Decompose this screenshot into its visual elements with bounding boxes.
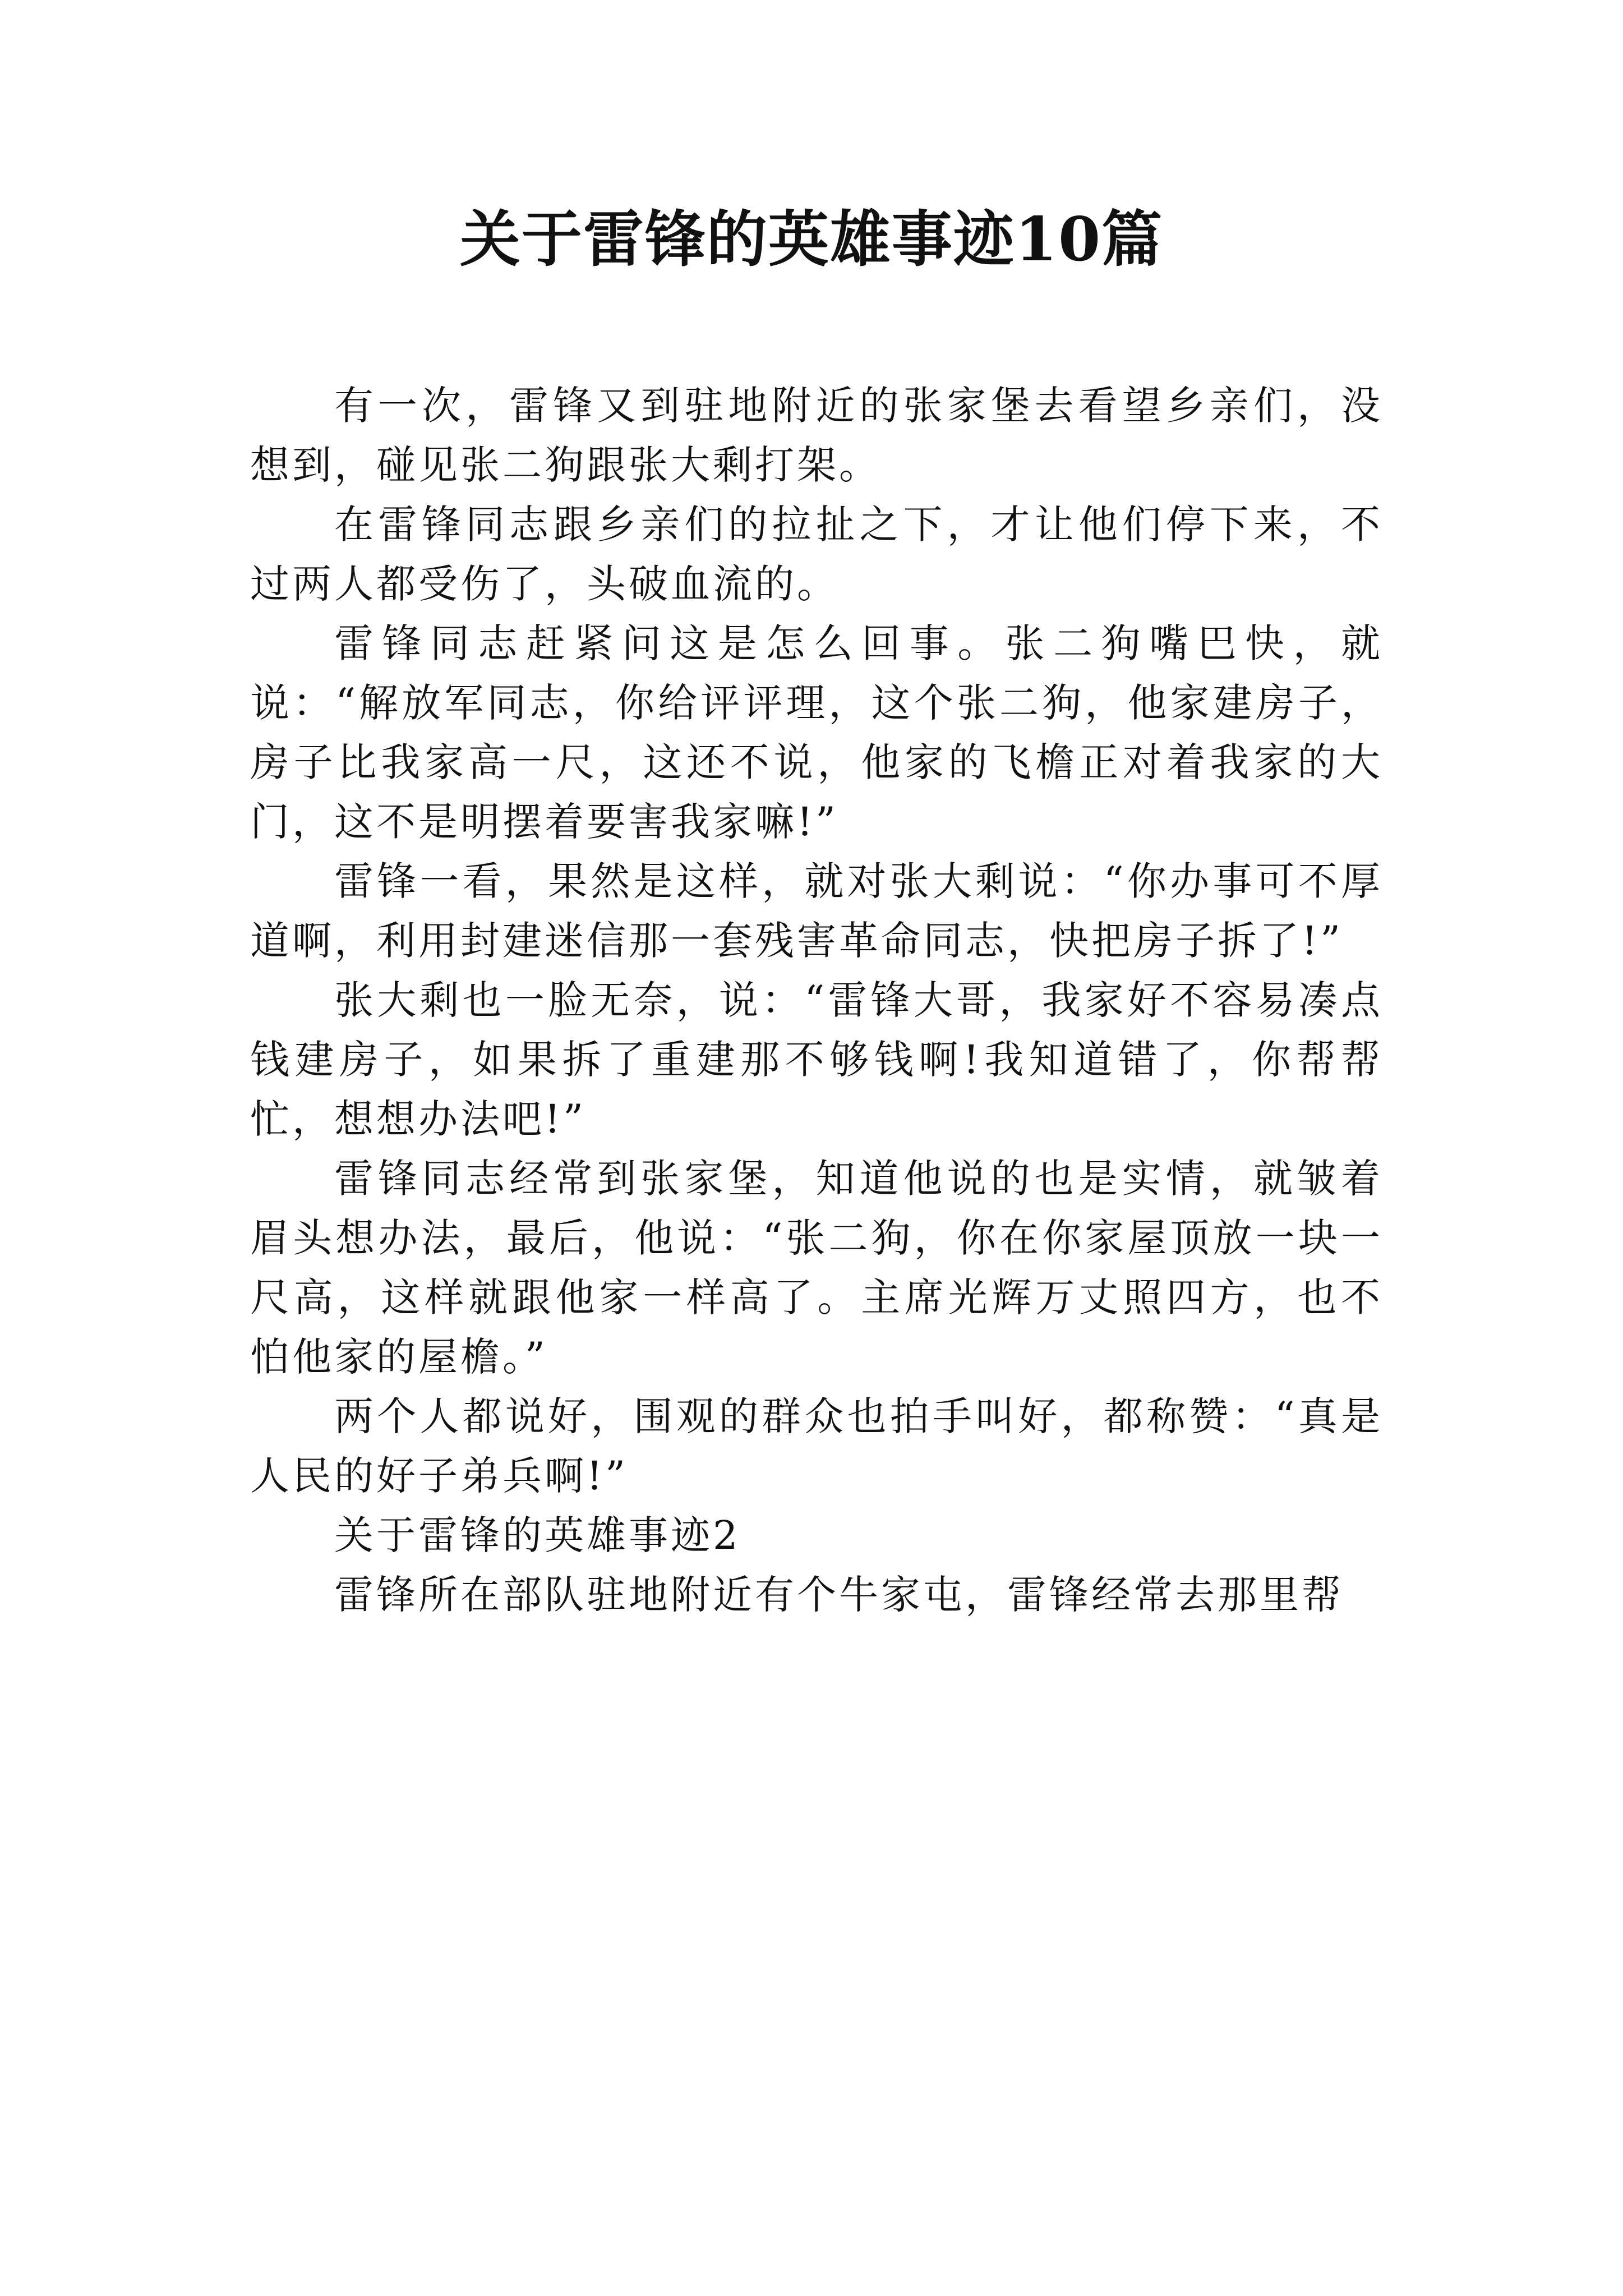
paragraph: 在雷锋同志跟乡亲们的拉扯之下，才让他们停下来，不过两人都受伤了，头破血流的。	[250, 501, 1383, 607]
paragraph: 雷锋一看，果然是这样，就对张大剩说：“你办事可不厚道啊，利用封建迷信那一套残害革命同志，快把房子拆了!”	[250, 858, 1383, 964]
paragraph: 雷锋同志经常到张家堡，知道他说的也是实情，就皱着眉头想办法，最后，他说：“张二狗，你在你家屋顶放一块一尺高，这样就跟他家一样高了。主席光辉万丈照四方，也不怕他家的屋檐。”	[250, 1156, 1383, 1380]
paragraph: 雷锋同志赶紧问这是怎么回事。张二狗嘴巴快，就说：“解放军同志，你给评评理，这个张二狗，他家建房子，房子比我家高一尺，这还不说，他家的飞檐正对着我家的大门，这不是明摆着要害我家嘛!”	[250, 620, 1383, 845]
paragraph: 雷锋所在部队驻地附近有个牛家屯，雷锋经常去那里帮	[334, 1572, 1344, 1618]
section-heading: 关于雷锋的英雄事迹2	[334, 1512, 741, 1558]
paragraph: 有一次，雷锋又到驻地附近的张家堡去看望乡亲们，没想到，碰见张二狗跟张大剩打架。	[250, 383, 1383, 488]
paragraph: 张大剩也一脸无奈，说：“雷锋大哥，我家好不容易凑点钱建房子，如果拆了重建那不够钱啊!我知道错了，你帮帮忙，想想办法吧!”	[250, 977, 1383, 1142]
document-body	[250, 376, 1383, 1625]
document-title: 关于雷锋的英雄事迹10篇	[459, 204, 1164, 275]
paragraph: 两个人都说好，围观的群众也拍手叫好，都称赞：“真是人民的好子弟兵啊!”	[250, 1393, 1383, 1499]
